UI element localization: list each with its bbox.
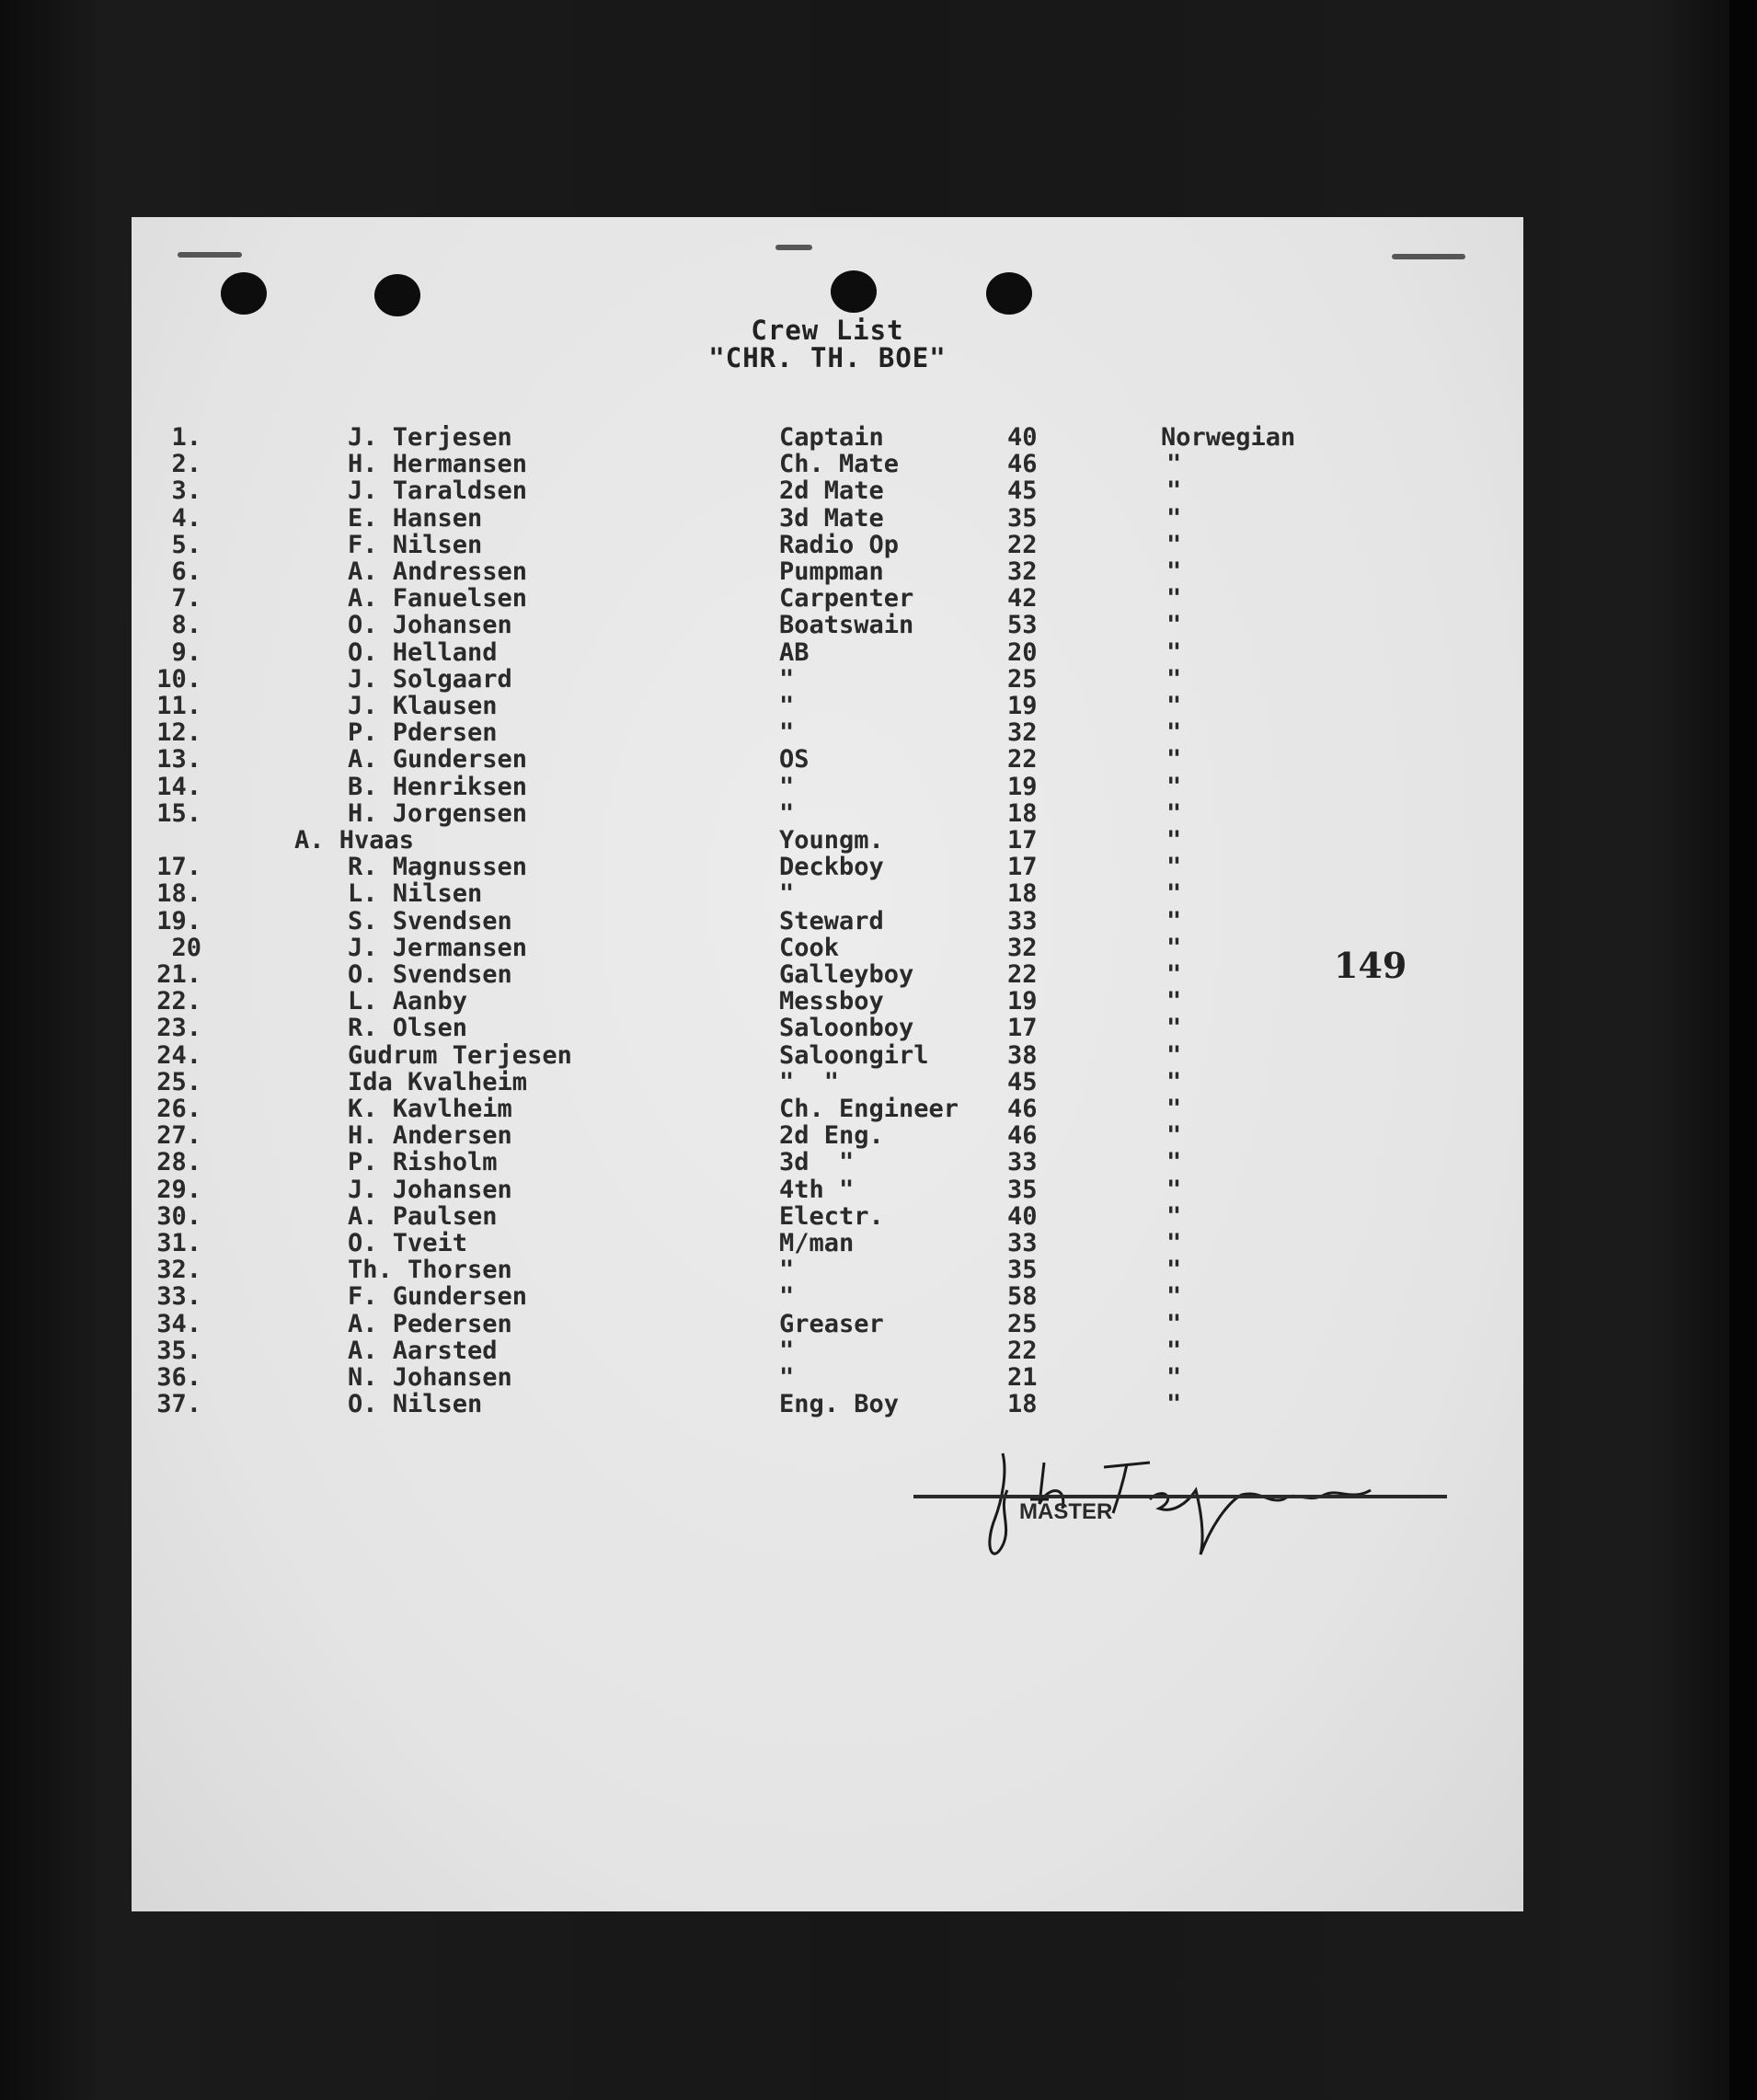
crew-nationality: ": [1166, 1040, 1182, 1070]
crew-num: 34.: [156, 1309, 201, 1338]
crew-row: [132, 477, 1523, 504]
crew-nationality: ": [1166, 692, 1182, 720]
crew-num: 15.: [156, 798, 201, 828]
crew-age: 42: [1007, 584, 1038, 614]
crew-name: S. Svendsen: [348, 906, 512, 935]
crew-name: B. Henriksen: [348, 772, 528, 801]
crew-name: O. Svendsen: [348, 960, 512, 989]
crew-num: 22.: [156, 987, 201, 1016]
crew-num: 31.: [156, 1229, 201, 1257]
crew-name: P. Risholm: [348, 1148, 498, 1177]
ship-name: "CHR. TH. BOE": [708, 342, 947, 373]
crew-row: [132, 1203, 1523, 1230]
crew-age: 33: [1007, 1148, 1038, 1177]
crew-nationality: ": [1166, 584, 1182, 614]
crew-num: 8.: [171, 611, 201, 640]
crew-rank: Youngm.: [779, 826, 884, 855]
crew-nationality: ": [1166, 1201, 1182, 1231]
crew-num: 25.: [156, 1067, 201, 1096]
crew-num: 29.: [156, 1175, 201, 1204]
crew-age: 19: [1007, 772, 1038, 801]
crew-num: 17.: [156, 853, 201, 882]
crew-row: [132, 1069, 1523, 1096]
crew-age: 45: [1007, 1067, 1038, 1096]
crew-rank: ": [779, 692, 795, 720]
crew-rank: Pumpman: [779, 557, 884, 586]
crew-num: 37.: [156, 1390, 201, 1419]
crew-name: K. Kavlheim: [348, 1095, 512, 1123]
crew-row: [132, 532, 1523, 558]
crew-row: [132, 612, 1523, 638]
crew-rank: 3d ": [779, 1148, 855, 1177]
crew-rank: Saloongirl: [779, 1040, 929, 1070]
crew-rank: Greaser: [779, 1309, 884, 1338]
crew-row: [132, 639, 1523, 666]
crew-age: 22: [1007, 1336, 1038, 1365]
crew-nationality: ": [1166, 853, 1182, 882]
signature-line: [913, 1495, 1447, 1498]
crew-rank: ": [779, 772, 795, 801]
crew-name: A. Andressen: [348, 557, 528, 586]
crew-age: 46: [1007, 1095, 1038, 1123]
crew-nationality: ": [1166, 611, 1182, 640]
crew-num: 6.: [171, 557, 201, 586]
crew-name: O. Helland: [348, 637, 498, 667]
crew-nationality: ": [1166, 1014, 1182, 1043]
crew-rank: ": [779, 879, 795, 909]
crew-age: 22: [1007, 745, 1038, 775]
crew-nationality: ": [1166, 1282, 1182, 1312]
crew-age: 32: [1007, 557, 1038, 586]
crew-num: 12.: [156, 718, 201, 748]
crew-num: 2.: [171, 450, 201, 479]
crew-name: J. Terjesen: [348, 423, 512, 452]
crew-name: Th. Thorsen: [348, 1256, 512, 1285]
crew-row: [132, 1311, 1523, 1337]
crew-rank: ": [779, 1256, 795, 1285]
crew-row: [132, 1337, 1523, 1364]
scan-edge: [1729, 0, 1757, 2100]
crew-rank: Captain: [779, 423, 884, 452]
crew-age: 25: [1007, 1309, 1038, 1338]
crew-rank: ": [779, 1282, 795, 1312]
crew-rank: Electr.: [779, 1201, 884, 1231]
page-number: 149: [1334, 945, 1407, 986]
crew-row: [132, 719, 1523, 746]
crew-age: 22: [1007, 530, 1038, 559]
crew-age: 40: [1007, 423, 1038, 452]
crew-row: [132, 693, 1523, 719]
crew-row: [132, 774, 1523, 800]
crew-name: J. Solgaard: [348, 664, 512, 694]
crew-age: 40: [1007, 1201, 1038, 1231]
master-label: MASTER: [1019, 1499, 1113, 1524]
crew-num: 4.: [171, 503, 201, 533]
crew-nationality: ": [1166, 1309, 1182, 1338]
crew-age: 17: [1007, 1014, 1038, 1043]
crew-name: F. Nilsen: [348, 530, 483, 559]
crew-num: 24.: [156, 1040, 201, 1070]
crew-rank: ": [779, 1363, 795, 1392]
crew-num: 11.: [156, 692, 201, 720]
crew-age: 19: [1007, 692, 1038, 720]
crew-num: 7.: [171, 584, 201, 614]
crew-age: 32: [1007, 718, 1038, 748]
crew-num: 35.: [156, 1336, 201, 1365]
crew-nationality: ": [1166, 718, 1182, 748]
crew-age: 18: [1007, 1390, 1038, 1419]
crew-nationality: ": [1166, 1095, 1182, 1123]
crew-num: 3.: [171, 476, 201, 506]
crew-rank: Ch. Engineer: [779, 1095, 959, 1123]
crew-rank: Radio Op: [779, 530, 900, 559]
crew-row: [132, 666, 1523, 693]
crew-age: 33: [1007, 906, 1038, 935]
crew-row: [132, 1096, 1523, 1122]
crew-name: O. Johansen: [348, 611, 512, 640]
crew-age: 46: [1007, 450, 1038, 479]
crew-num: 30.: [156, 1201, 201, 1231]
crew-nationality: ": [1166, 1363, 1182, 1392]
crew-age: 21: [1007, 1363, 1038, 1392]
crew-rank: Eng. Boy: [779, 1390, 900, 1419]
crew-num: 1.: [171, 423, 201, 452]
crew-age: 45: [1007, 476, 1038, 506]
crew-nationality: ": [1166, 1256, 1182, 1285]
crew-rank: Cook: [779, 933, 840, 962]
crew-age: 35: [1007, 1256, 1038, 1285]
crew-name: J. Klausen: [348, 692, 498, 720]
crew-name: A. Fanuelsen: [348, 584, 528, 614]
crew-nationality: ": [1166, 1067, 1182, 1096]
crew-num: 13.: [156, 745, 201, 775]
crew-name: R. Magnussen: [348, 853, 528, 882]
crew-age: 46: [1007, 1121, 1038, 1151]
crew-age: 35: [1007, 1175, 1038, 1204]
crew-name: A. Pedersen: [348, 1309, 512, 1338]
crew-nationality: ": [1166, 476, 1182, 506]
crew-rank: Deckboy: [779, 853, 884, 882]
crew-nationality: ": [1166, 1148, 1182, 1177]
crew-name: F. Gundersen: [348, 1282, 528, 1312]
crew-rank: 2d Eng.: [779, 1121, 884, 1151]
crew-age: 25: [1007, 664, 1038, 694]
crew-num: 18.: [156, 879, 201, 909]
crew-age: 35: [1007, 503, 1038, 533]
crew-nationality: ": [1166, 879, 1182, 909]
crew-name: J. Jermansen: [348, 933, 528, 962]
crew-row: [132, 988, 1523, 1015]
crew-age: 22: [1007, 960, 1038, 989]
document-title: Crew List: [751, 315, 904, 346]
crew-rank: M/man: [779, 1229, 855, 1257]
crew-row: [132, 880, 1523, 907]
crew-rank: " ": [779, 1067, 840, 1096]
crew-name: N. Johansen: [348, 1363, 512, 1392]
crew-age: 58: [1007, 1282, 1038, 1312]
crew-nationality: ": [1166, 906, 1182, 935]
crew-rank: 3d Mate: [779, 503, 884, 533]
crew-num: 28.: [156, 1148, 201, 1177]
crew-rank: ": [779, 1336, 795, 1365]
crew-age: 18: [1007, 798, 1038, 828]
crew-rank: 2d Mate: [779, 476, 884, 506]
crew-name: O. Tveit: [348, 1229, 468, 1257]
crew-row: [132, 1149, 1523, 1176]
crew-rank: OS: [779, 745, 810, 775]
crew-num: 20: [171, 933, 201, 962]
crew-row: [132, 1042, 1523, 1069]
crew-nationality: ": [1166, 1175, 1182, 1204]
crew-age: 53: [1007, 611, 1038, 640]
crew-row: [132, 800, 1523, 827]
crew-num: 26.: [156, 1095, 201, 1123]
crew-nationality: ": [1166, 1336, 1182, 1365]
crew-nationality: ": [1166, 960, 1182, 989]
crew-name: A. Gundersen: [348, 745, 528, 775]
crew-age: 18: [1007, 879, 1038, 909]
crew-rank: Carpenter: [779, 584, 914, 614]
crew-name: P. Pdersen: [348, 718, 498, 748]
crew-nationality: Norwegian: [1161, 423, 1296, 452]
crew-num: 5.: [171, 530, 201, 559]
crew-name: A. Aarsted: [348, 1336, 498, 1365]
crew-row: [132, 1122, 1523, 1149]
crew-name: Ida Kvalheim: [348, 1067, 528, 1096]
crew-row: [132, 908, 1523, 935]
crew-name: H. Andersen: [348, 1121, 512, 1151]
crew-name: H. Jorgensen: [348, 798, 528, 828]
crew-num: 23.: [156, 1014, 201, 1043]
crew-nationality: ": [1166, 745, 1182, 775]
crew-rank: Saloonboy: [779, 1014, 914, 1043]
crew-age: 19: [1007, 987, 1038, 1016]
crew-nationality: ": [1166, 557, 1182, 586]
crew-row: [132, 1015, 1523, 1041]
document-sheet: [132, 217, 1523, 1911]
crew-row: [132, 746, 1523, 773]
crew-name: E. Hansen: [348, 503, 483, 533]
crew-rank: ": [779, 664, 795, 694]
crew-num: 19.: [156, 906, 201, 935]
crew-rank: AB: [779, 637, 810, 667]
crew-age: 20: [1007, 637, 1038, 667]
crew-nationality: ": [1166, 826, 1182, 855]
crew-num: 14.: [156, 772, 201, 801]
crew-nationality: ": [1166, 1121, 1182, 1151]
crew-num: 33.: [156, 1282, 201, 1312]
crew-row: [132, 1391, 1523, 1417]
crew-nationality: ": [1166, 772, 1182, 801]
crew-name: A. Hvaas: [294, 826, 415, 855]
crew-row: [132, 961, 1523, 988]
crew-row: [132, 1230, 1523, 1257]
crew-row: [132, 424, 1523, 451]
crew-name: H. Hermansen: [348, 450, 528, 479]
crew-rank: Boatswain: [779, 611, 914, 640]
crew-rank: Ch. Mate: [779, 450, 900, 479]
crew-row: [132, 935, 1523, 961]
crew-row: [132, 585, 1523, 612]
crew-nationality: ": [1166, 530, 1182, 559]
crew-age: 38: [1007, 1040, 1038, 1070]
crew-row: [132, 1257, 1523, 1283]
crew-name: L. Aanby: [348, 987, 468, 1016]
crew-rank: 4th ": [779, 1175, 855, 1204]
crew-name: J. Taraldsen: [348, 476, 528, 506]
crew-row: [132, 1283, 1523, 1310]
crew-rank: ": [779, 718, 795, 748]
crew-nationality: ": [1166, 1229, 1182, 1257]
crew-name: O. Nilsen: [348, 1390, 483, 1419]
crew-row: [132, 558, 1523, 585]
crew-row: [132, 827, 1523, 854]
crew-rank: Galleyboy: [779, 960, 914, 989]
crew-row: [132, 505, 1523, 532]
crew-rank: Steward: [779, 906, 884, 935]
crew-row: [132, 451, 1523, 477]
crew-nationality: ": [1166, 987, 1182, 1016]
crew-row: [132, 854, 1523, 880]
crew-name: Gudrum Terjesen: [348, 1040, 572, 1070]
crew-num: 21.: [156, 960, 201, 989]
crew-age: 17: [1007, 853, 1038, 882]
crew-rank: Messboy: [779, 987, 884, 1016]
crew-rank: ": [779, 798, 795, 828]
crew-num: 10.: [156, 664, 201, 694]
crew-name: A. Paulsen: [348, 1201, 498, 1231]
crew-age: 17: [1007, 826, 1038, 855]
crew-row: [132, 1176, 1523, 1203]
crew-name: L. Nilsen: [348, 879, 483, 909]
crew-nationality: ": [1166, 933, 1182, 962]
crew-name: J. Johansen: [348, 1175, 512, 1204]
crew-nationality: ": [1166, 798, 1182, 828]
crew-num: 32.: [156, 1256, 201, 1285]
crew-nationality: ": [1166, 637, 1182, 667]
crew-nationality: ": [1166, 503, 1182, 533]
crew-num: 36.: [156, 1363, 201, 1392]
crew-num: 9.: [171, 637, 201, 667]
crew-age: 32: [1007, 933, 1038, 962]
crew-nationality: ": [1166, 664, 1182, 694]
crew-row: [132, 1364, 1523, 1391]
crew-nationality: ": [1166, 1390, 1182, 1419]
crew-age: 33: [1007, 1229, 1038, 1257]
crew-num: 27.: [156, 1121, 201, 1151]
crew-table: [132, 217, 1523, 1911]
crew-name: R. Olsen: [348, 1014, 468, 1043]
crew-nationality: ": [1166, 450, 1182, 479]
